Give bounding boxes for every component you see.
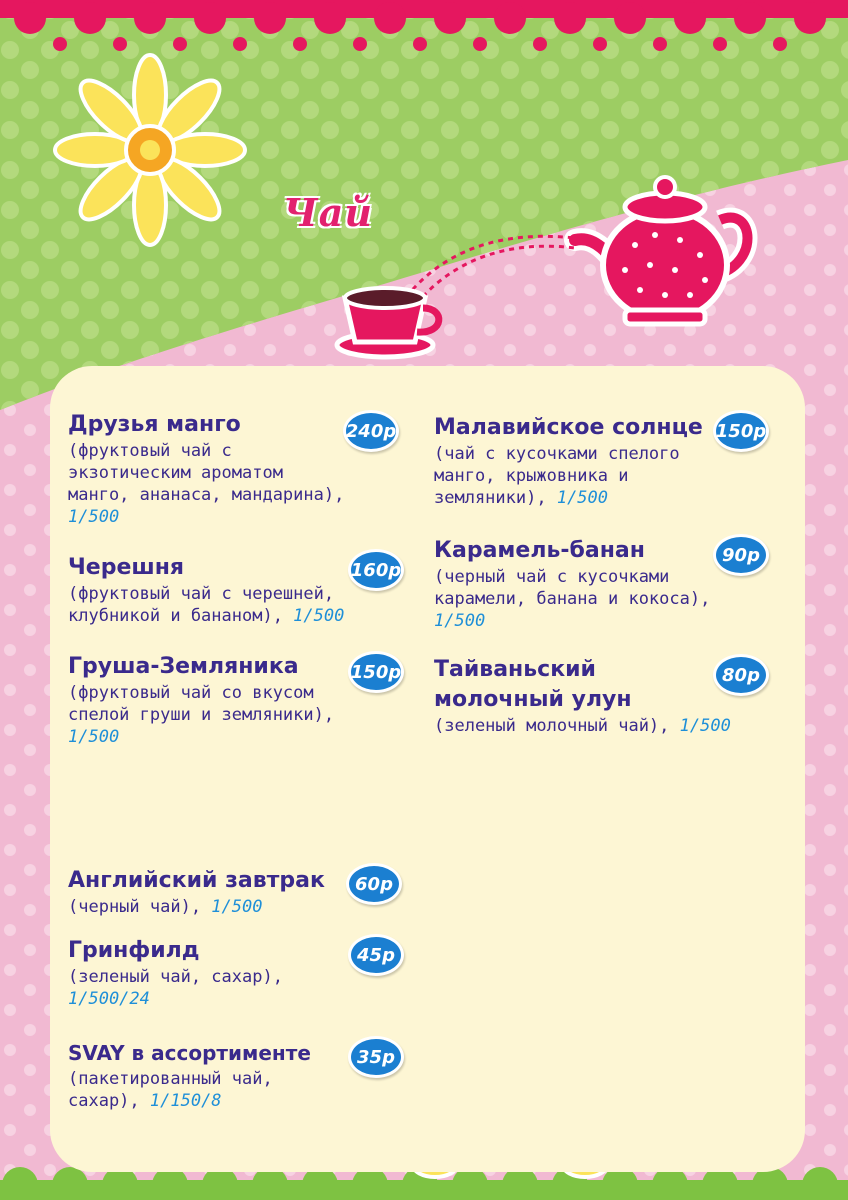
price-badge: 160р xyxy=(348,549,404,591)
menu-item xyxy=(434,536,710,632)
item-weight: 1/150/8 xyxy=(149,1091,222,1111)
item-weight: 1/500 xyxy=(556,488,609,508)
item-name: Друзья манго xyxy=(68,412,241,437)
item-name: Груша-Земляника xyxy=(68,654,299,679)
price-badge: 90р xyxy=(713,534,769,576)
price-badge: 35р xyxy=(348,1036,404,1078)
price-badge: 60р xyxy=(346,863,402,905)
menu-item xyxy=(68,410,344,528)
item-weight: 1/500 xyxy=(68,727,120,747)
item-weight: 1/500 xyxy=(434,611,486,631)
item-name: Английский завтрак xyxy=(68,868,325,893)
item-description: (зеленый чай, сахар), 1/500/24 xyxy=(68,967,283,1009)
item-name: Малавийское солнце xyxy=(434,415,703,440)
menu-item xyxy=(68,866,325,918)
price-badge: 150р xyxy=(713,410,769,452)
menu-item xyxy=(68,652,334,748)
price-badge: 45р xyxy=(348,934,404,976)
section-title: Чай xyxy=(283,190,373,235)
item-description: (чай с кусочками спелого манго, крыжовника и земляники), 1/500 xyxy=(434,444,680,508)
item-description: (черный чай), 1/500 xyxy=(68,897,263,917)
item-weight: 1/500 xyxy=(68,507,120,527)
menu-item xyxy=(68,936,283,1010)
flower-icon xyxy=(55,55,245,245)
item-description: (пакетированный чай, сахар), 1/150/8 xyxy=(68,1069,273,1111)
item-name: Черешня xyxy=(68,555,185,580)
item-name: Тайваньский молочный улун xyxy=(434,657,632,712)
item-description: (зеленый молочный чай), 1/500 xyxy=(434,716,731,736)
item-name: Карамель-банан xyxy=(434,538,645,563)
item-description: (фруктовый чай со вкусом спелой груши и земляники), 1/500 xyxy=(68,683,335,747)
price-badge: 150р xyxy=(348,651,404,693)
menu-item xyxy=(434,413,703,509)
item-description: (фруктовый чай с черешней, клубникой и бананом), 1/500 xyxy=(68,584,345,626)
menu-item xyxy=(434,655,731,737)
price-badge: 80р xyxy=(713,654,769,696)
item-description: (черный чай с кусочками карамели, банана и кокоса), 1/500 xyxy=(434,567,711,631)
item-weight: 1/500 xyxy=(211,897,263,917)
item-name: SVAY в ассортименте xyxy=(68,1041,311,1065)
price-badge: 240р xyxy=(343,410,399,452)
item-description: (фруктовый чай с экзотическим ароматом манго, ананаса, мандарина), 1/500 xyxy=(68,441,345,527)
item-weight: 1/500 xyxy=(293,606,345,626)
menu-item xyxy=(68,1038,311,1112)
menu-item xyxy=(68,553,344,627)
item-weight: 1/500 xyxy=(679,716,731,736)
item-name: Гринфилд xyxy=(68,938,200,963)
item-weight: 1/500/24 xyxy=(68,989,150,1009)
